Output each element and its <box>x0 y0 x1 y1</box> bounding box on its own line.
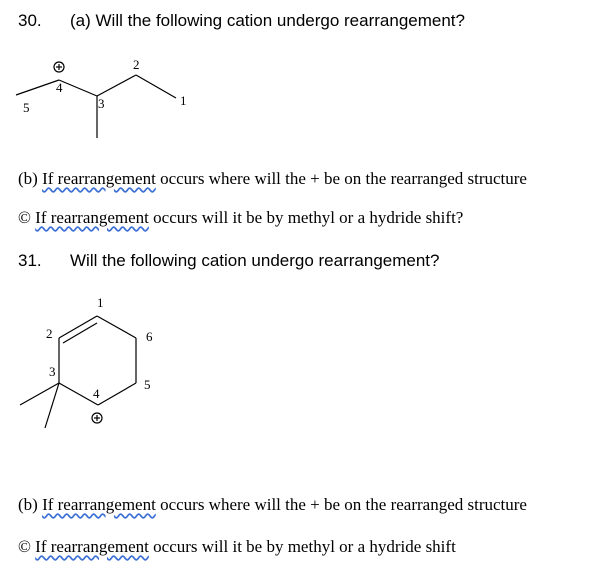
part-text: occurs will it be by methyl or a hydride shift? <box>148 208 464 227</box>
structure-31 <box>20 316 136 428</box>
bond-1-6 <box>97 316 136 338</box>
bond-4-3 <box>59 80 97 96</box>
underlined-phrase: If rearrangement <box>35 208 149 227</box>
part-text: occurs will it be by methyl or a hydride shift <box>148 537 456 556</box>
atom-label-2: 2 <box>133 57 140 72</box>
atom-label-5: 5 <box>23 100 30 115</box>
underlined-phrase: If rearrangement <box>42 169 156 188</box>
bond-5-4 <box>16 80 59 95</box>
atom-label-2: 2 <box>46 326 53 341</box>
question-text: Will the following cation undergo rearrangement? <box>70 251 440 270</box>
question-number: 31. <box>18 251 42 270</box>
underlined-phrase: If rearrangement <box>35 537 149 556</box>
part-prefix: (b) <box>18 169 43 188</box>
part-prefix: © <box>18 208 36 227</box>
question-31-part-b <box>18 495 527 515</box>
question-30-part-b <box>18 169 527 189</box>
atom-label-1: 1 <box>180 93 187 108</box>
bond-3-2 <box>97 75 136 96</box>
part-text: occurs where will the + be on the rearranged structure <box>155 169 527 188</box>
part-prefix: (b) <box>18 495 43 514</box>
part-text: occurs where will the + be on the rearranged structure <box>155 495 527 514</box>
atom-label-6: 6 <box>146 329 153 344</box>
atom-label-5: 5 <box>144 377 151 392</box>
atom-label-4: 4 <box>93 386 100 401</box>
atom-label-3: 3 <box>49 364 56 379</box>
question-30-part-c <box>18 208 463 228</box>
question-number: 30. <box>18 11 42 30</box>
bond-2-1 <box>136 75 176 98</box>
part-prefix: © <box>18 537 36 556</box>
atom-label-3: 3 <box>98 96 105 111</box>
question-text: (a) Will the following cation undergo rearrangement? <box>70 11 465 30</box>
question-31-part-c <box>18 537 456 557</box>
atom-label-1: 1 <box>97 295 104 310</box>
bond-5-4 <box>98 383 136 405</box>
underlined-phrase: If rearrangement <box>42 495 156 514</box>
atom-label-4: 4 <box>56 80 63 95</box>
